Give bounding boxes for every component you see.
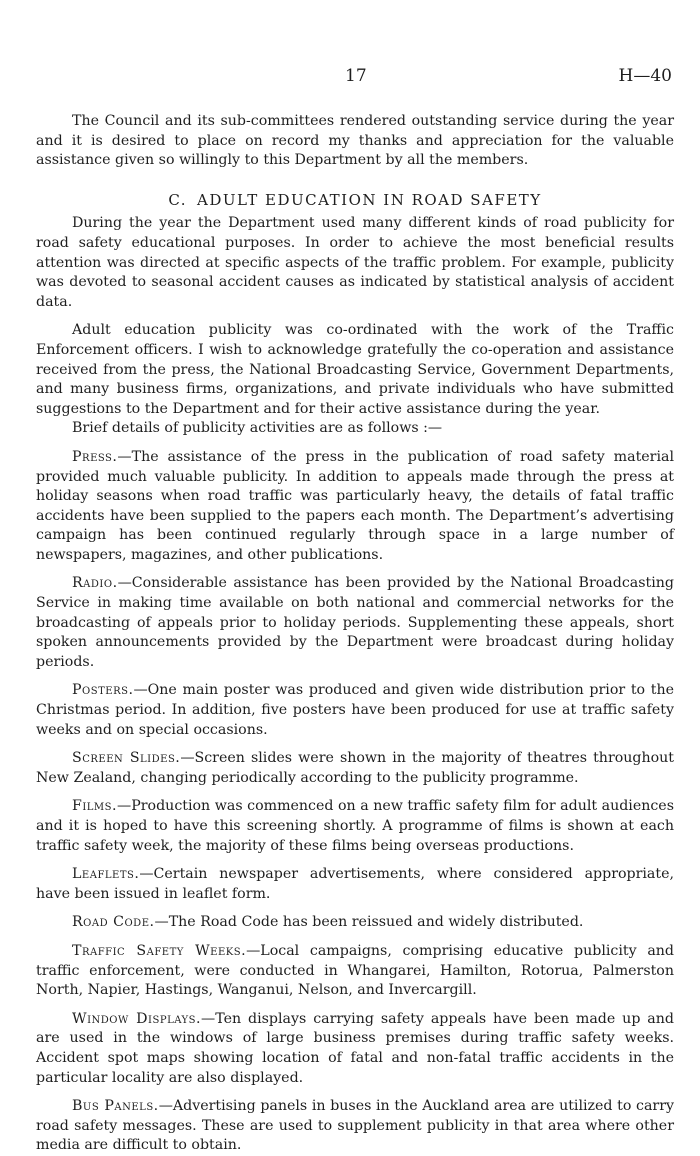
paragraph-coordination: Adult education publicity was co-ordinated with the work of the Traffic Enforcement officers. I wish to acknowledge gratefully the co-operation and assistance received from the press, the National Broadcasting Service, Government Departments, and many business firms, organizations, and private individuals who have submitted suggestions to the Department and for their active assistance during the year. [36, 322, 674, 417]
activity-text-window-displays: —Ten displays carrying safety appeals have been made up and are used in the windows of large business premises during traffic safety weeks. Accident spot maps showing location of fatal and non-fatal traffic accidents in the particular locality are also displayed. [36, 1010, 674, 1086]
paragraph-road-publicity: During the year the Department used many different kinds of road publicity for road safety educational purposes. In order to achieve the most beneficial results attention was directed at specific aspects of the traffic problem. For example, publicity was devoted to seasonal accident causes as indicated by statistical analysis of accident data. [36, 215, 674, 310]
section-title: ADULT EDUCATION IN ROAD SAFETY [197, 190, 542, 209]
body-text [36, 112, 674, 1156]
activity-text-traffic-safety-weeks: —Local campaigns, comprising educative publicity and traffic enforcement, were conducted in Whangarei, Hamilton, Rotorua, Palmerston North, Napier, Hastings, Wanganui, Nelson, and Invercargill. [36, 942, 674, 999]
section-heading [36, 191, 674, 211]
page-header [0, 66, 700, 90]
document-reference: H—40 [618, 66, 672, 86]
activity-text-bus-panels: —Advertising panels in buses in the Auckland area are utilized to carry road safety messages. These are used to supplement publicity in that area where other media are difficult to obtain. [36, 1098, 674, 1154]
activity-heading-films: Films. [72, 798, 118, 815]
activity-text-posters: —One main poster was produced and given wide distribution prior to the Christmas period. In addition, five posters have been produced for use at traffic safety weeks and on special occasions. [36, 682, 674, 738]
activity-text-screen-slides: —Screen slides were shown in the majority of theatres throughout New Zealand, changing periodically according to the publicity programme. [36, 750, 675, 786]
activity-radio [36, 574, 674, 672]
activity-text-road-code: —The Road Code has been reissued and widely distributed. [154, 914, 584, 931]
page-number: 17 [345, 66, 367, 86]
activity-road-code [36, 913, 674, 933]
activity-heading-press: Press. [72, 448, 118, 465]
activity-heading-screen-slides: Screen Slides. [72, 750, 181, 767]
activity-heading-road-code: Road Code. [72, 914, 155, 931]
activity-text-radio: —Considerable assistance has been provided by the National Broadcasting Service in making time available on both national and commercial networks for the broadcasting of appeals prior to holiday periods. Supplementing these appeals, short spoken announcements provided by the Department were broadcast during holiday periods. [36, 575, 674, 670]
activity-heading-leaflets: Leaflets. [72, 866, 140, 883]
activity-text-leaflets: —Certain newspaper advertisements, where considered appropriate, have been issued in leaflet form. [36, 866, 674, 902]
activity-heading-traffic-safety-weeks: Traffic Safety Weeks. [72, 942, 247, 959]
activity-screen-slides [36, 749, 674, 788]
paragraph-brief-details: Brief details of publicity activities are as follows :— [72, 420, 443, 437]
activity-films [36, 797, 674, 856]
activity-bus-panels [36, 1097, 674, 1156]
activity-heading-posters: Posters. [72, 682, 134, 699]
activity-window-displays [36, 1010, 674, 1088]
activity-posters [36, 681, 674, 740]
activity-text-press: —The assistance of the press in the publication of road safety material provided much valuable publicity. In addition to appeals made through the press at holiday seasons when road traffic was particularly heavy, the details of fatal traffic accidents have been supplied to the papers each month. The Department’s advertising campaign has been continued regularly through space in a large number of newspapers, magazines, and other publications. [36, 448, 674, 563]
activity-leaflets [36, 865, 674, 904]
activity-heading-bus-panels: Bus Panels. [72, 1098, 159, 1115]
intro-paragraph: The Council and its sub-committees rendered outstanding service during the year and it is desired to place on record my thanks and appreciation for the valuable assistance given so willingly to this Department by all the members. [36, 113, 674, 169]
activity-press [36, 448, 674, 566]
section-number: C. [168, 190, 188, 209]
activity-text-films: —Production was commenced on a new traffic safety film for adult audiences and it is hoped to have this screening shortly. A programme of films is shown at each traffic safety week, the majority of these films being overseas productions. [36, 798, 674, 854]
activity-heading-window-displays: Window Displays. [72, 1010, 202, 1027]
activity-heading-radio: Radio. [72, 575, 118, 592]
activity-traffic-safety-weeks [36, 942, 674, 1001]
